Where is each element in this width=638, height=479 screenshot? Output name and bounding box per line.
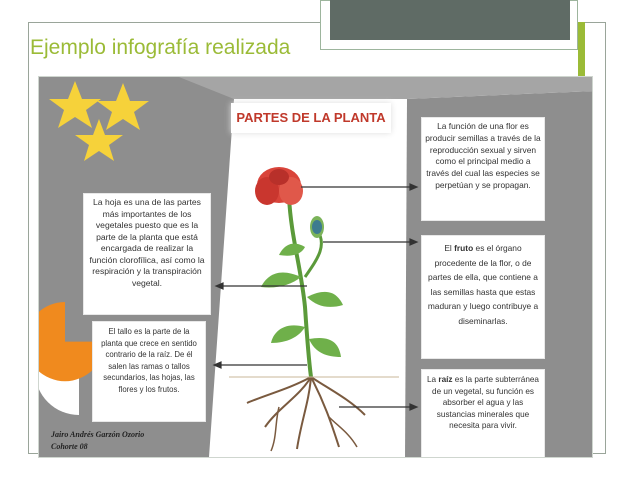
root-description-box	[421, 369, 545, 458]
leaf-description-box	[83, 193, 211, 315]
fruit-description-box	[421, 235, 545, 359]
slide-title: Ejemplo infografía realizada	[30, 36, 291, 59]
author-credit	[51, 429, 144, 453]
flower-description-box	[421, 117, 545, 221]
decorative-header-fill	[330, 0, 570, 40]
fruit-keyword: fruto	[454, 243, 474, 253]
stem-description-box	[92, 321, 206, 422]
flower-description: La función de una flor es producir semillas a través de la reproducción sexual y sirven como el principal medio a través del cual las especies se perpetúan y se propagan.	[425, 121, 541, 190]
leaf-description: La hoja es una de las partes más importantes de los vegetales puesto que es la parte de la planta que está encargada de realizar la función clorofílica, así como la respiración y la transpiración vegetal.	[89, 197, 205, 288]
author-cohort: Cohorte 08	[51, 442, 88, 451]
infographic-heading	[231, 103, 391, 133]
root-keyword: raíz	[438, 375, 453, 384]
root-description: La raíz es la parte subterránea de un vegetal, su función es absorber el agua y las sustancias minerales que necesita para vivir.	[427, 375, 539, 430]
author-name: Jairo Andrés Garzón Ozorio	[51, 430, 145, 439]
stem-description: El tallo es la parte de la planta que crece en sentido contrario de la raíz. De él salen las ramas o tallos secundarios, las hojas, las flores y los frutos.	[101, 327, 197, 394]
fruit-description: El fruto es el órgano procedente de la flor, o de partes de ella, que contiene a las semillas hasta que estas maduran y luego contribuye a diseminarlas.	[427, 243, 539, 326]
heading-text: PARTES DE LA PLANTA	[236, 110, 386, 125]
infographic	[38, 76, 593, 458]
flower-illustration	[229, 167, 399, 451]
